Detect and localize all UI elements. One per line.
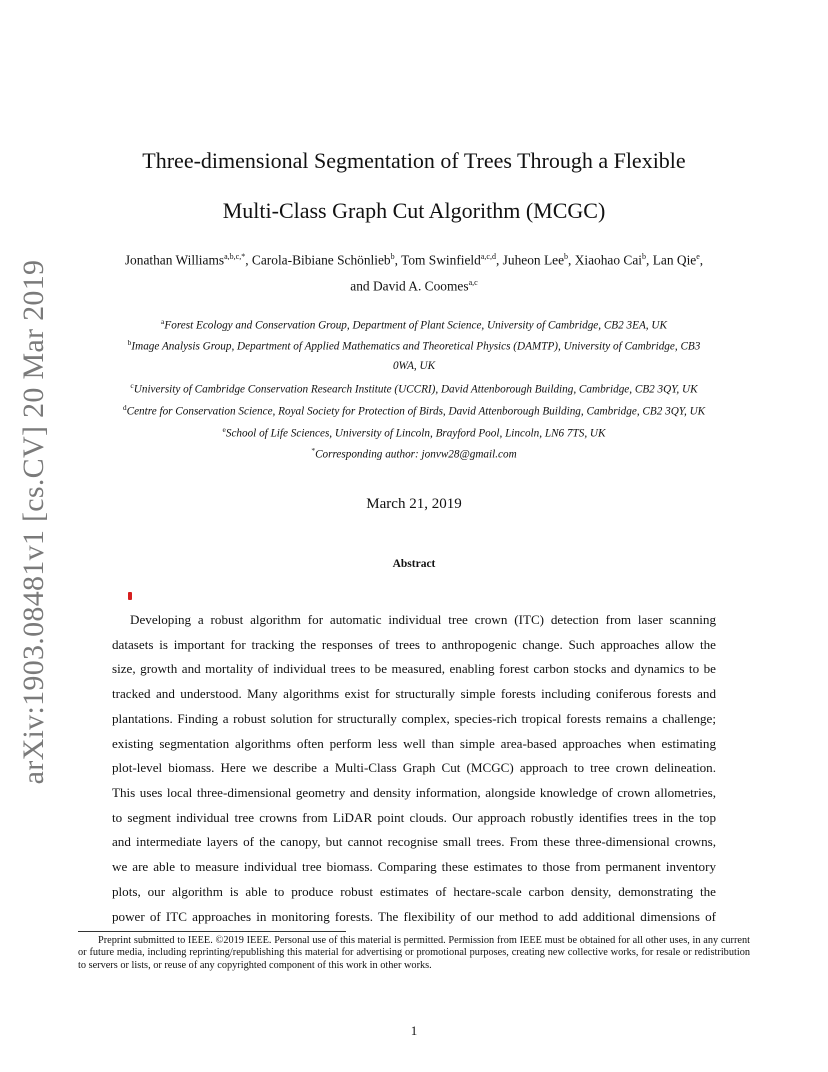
author-text: , Carola-Bibiane Schönlieb (245, 252, 391, 268)
abstract-line: existing segmentation algorithms often perform less well than simple area-based approaches when estimating (112, 736, 716, 751)
affiliation-mark: * (311, 446, 316, 455)
affiliation-text: 0WA, UK (392, 360, 436, 372)
author-superscript: b (642, 252, 647, 261)
link-marker-icon (128, 592, 132, 600)
abstract-line: power of ITC approaches in monitoring forests. The flexibility of our method to add additional dimensions of (112, 909, 716, 924)
affiliation-text: University of Cambridge Conservation Research Institute (UCCRI), David Attenborough Building, Cambridge, CB2 3QY, UK (133, 383, 698, 396)
author-text: , Juheon Lee (495, 252, 565, 268)
author-list-line-2 (0, 278, 828, 294)
affiliation-d (0, 403, 828, 418)
abstract-line: This uses local three-dimensional geometry and density information, alongside knowledge of crown allometries, (112, 785, 716, 800)
abstract-line: tracked and understood. Many algorithms exist for structurally simple forests including coniferous forests and (112, 686, 716, 701)
affiliation-mark: c (130, 381, 134, 390)
affiliation-text: Forest Ecology and Conservation Group, Department of Plant Science, University of Cambridge, CB2 3EA, UK (164, 319, 667, 332)
abstract-heading: Abstract (392, 558, 436, 570)
author-superscript: e (696, 252, 700, 261)
footnote-rule (78, 931, 346, 932)
affiliation-text: Corresponding author: jonvw28@gmail.com (315, 448, 517, 461)
paper-title-line-2: Multi-Class Graph Cut Algorithm (MCGC) (222, 198, 606, 223)
corresponding-author (0, 446, 828, 461)
paper-date: March 21, 2019 (366, 496, 462, 512)
abstract-line: plots, our algorithm is able to produce robust estimates of hectare-scale carbon density, demonstrating the (112, 884, 716, 899)
paper-title-line-1: Three-dimensional Segmentation of Trees Through a Flexible (142, 148, 686, 173)
page-number: 1 (410, 1023, 418, 1038)
abstract-line: plantations. Finding a robust solution for structurally complex, species-rich tropical forests remains a challenge; (112, 711, 716, 726)
author-superscript: a,c,d (480, 252, 496, 261)
affiliation-text: Centre for Conservation Science, Royal Society for Protection of Birds, David Attenborough Building, Cambridge, CB2 3QY, UK (126, 405, 706, 418)
author-superscript: a,b,c,* (224, 252, 246, 261)
abstract-line: to segment individual tree crowns from LiDAR point clouds. Our approach robustly identifies trees in the top (112, 810, 716, 825)
author-text: , (699, 252, 704, 268)
author-superscript: b (390, 252, 395, 261)
author-text: and David A. Coomes (350, 278, 469, 294)
affiliation-b (0, 338, 828, 353)
footnote: Preprint submitted to IEEE. ©2019 IEEE. Personal use of this material is permitted. Permission from IEEE must be obtained for all other uses, in any current or future media, including reprinting/republishing this material for advertising or promotional purposes, creating new collective works, for resale or redistribution to servers or lists, or reuse of any copyrighted component of this work in other works. (78, 935, 750, 971)
author-text: , Tom Swinfield (394, 252, 481, 268)
abstract-line: Developing a robust algorithm for automatic individual tree crown (ITC) detection from laser scanning (130, 612, 716, 627)
affiliation-a (0, 317, 828, 332)
author-text: , Xiaohao Cai (568, 252, 643, 268)
author-list-line-1 (0, 252, 828, 268)
affiliation-mark: a (161, 317, 165, 326)
author-text: , Lan Qie (646, 252, 697, 268)
abstract-line: datasets is important for tracking the responses of trees to anthropogenic change. Such approaches allow the (112, 637, 716, 652)
affiliation-mark: d (122, 403, 127, 412)
abstract-line: we are able to measure individual tree biomass. Comparing these estimates to those from permanent inventory (112, 859, 716, 874)
affiliation-b-continued (0, 360, 828, 372)
affiliation-mark: b (127, 338, 132, 347)
author-text: Jonathan Williams (124, 252, 225, 268)
affiliation-text: Image Analysis Group, Department of Applied Mathematics and Theoretical Physics (DAMTP), University of Cambridge, CB3 (131, 340, 701, 353)
abstract-line: size, growth and mortality of individual trees to be measured, enabling forest carbon stocks and dynamics to be (112, 661, 716, 676)
affiliation-e (0, 425, 828, 440)
affiliation-text: School of Life Sciences, University of Lincoln, Brayford Pool, Lincoln, LN6 7TS, UK (225, 427, 606, 440)
author-superscript: a,c (468, 278, 478, 287)
affiliation-mark: e (222, 425, 226, 434)
author-superscript: b (564, 252, 569, 261)
abstract-line: plot-level biomass. Here we describe a Multi-Class Graph Cut (MCGC) approach to tree crown delineation. (112, 760, 716, 775)
arxiv-identifier: arXiv:1903.08481v1 [cs.CV] 20 Mar 2019 (17, 259, 50, 785)
affiliation-c (0, 381, 828, 396)
abstract-line: and intermediate layers of the canopy, but cannot recognise small trees. From these three-dimensional crowns, (112, 834, 716, 849)
